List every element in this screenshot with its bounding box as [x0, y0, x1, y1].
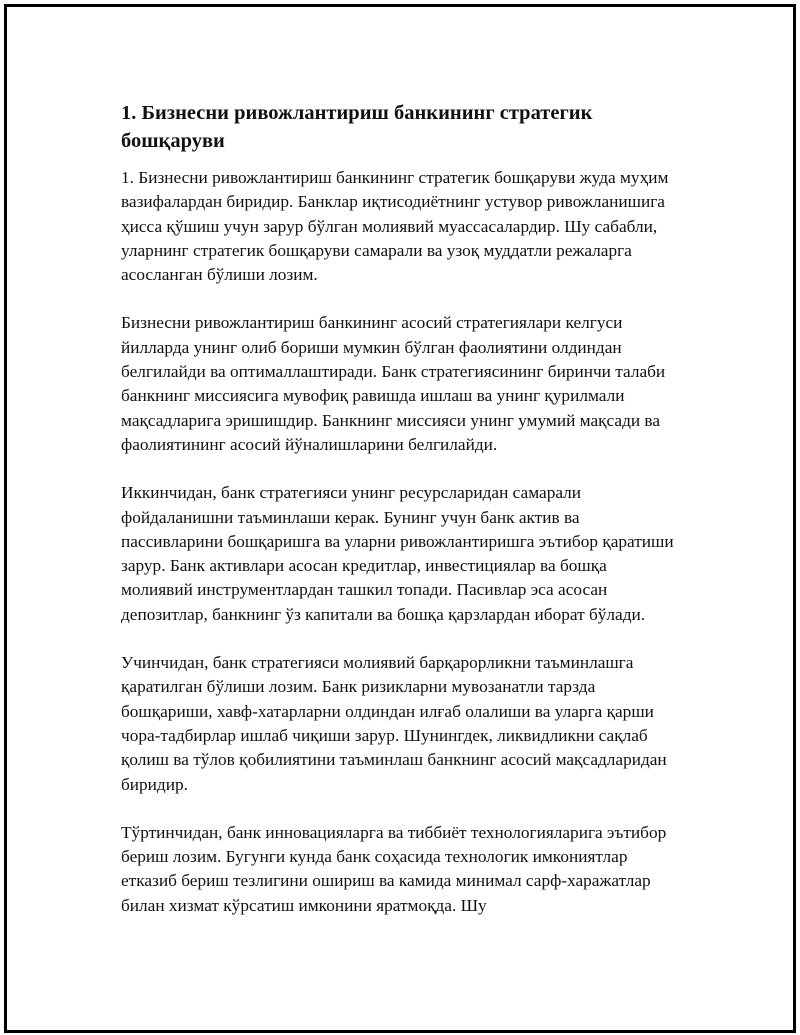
paragraph: Тўртинчидан, банк инновацияларга ва тиббиёт технологияларига эътибор бериш лозим. Бугунги кунда банк соҳасида технологик имкониятлар етказиб бериш тезлигини ошириш ва камида минимал сарф-харажатлар билан хизмат кўрсатиш имконини яратмоқда. Шу	[121, 822, 667, 915]
paragraph: Учинчидан, банк стратегияси молиявий барқарорликни таъминлашга қаратилган бўлиши лозим. Банк ризикларни мувозанатли тарзда бошқариши, хавф-хатарларни олдиндан илғаб олалиши ва уларга қарши чора-тадбирлар ишлаб чиқиши зарур. Шунингдек, ликвидликни сақлаб қолиш ва тўлов қобилиятини таъминлаш банкнинг асосий мақсадларидан биридир.	[121, 653, 667, 794]
paragraph: 1. Бизнесни ривожлантириш банкининг стратегик бошқаруви жуда муҳим вазифалардан биридир. Банклар иқтисодиётнинг устувор ривожланишига ҳисса қўшиш учун зарур бўлган молиявий муассасалардир. Шу сабабли, уларнинг стратегик бошқаруви самарали ва узоқ муддатли режаларга асосланган бўлиши лозим.	[121, 168, 669, 285]
document-content	[121, 99, 681, 942]
paragraph: Иккинчидан, банк стратегияси унинг ресурсларидан самарали фойдаланишни таъминлаши керак. Бунинг учун банк актив ва пассивларини бошқаришга ва уларни ривожлантиришга эътибор қаратиши зарур. Банк активлари асосан кредитлар, инвестициялар ва бошқа молиявий инструментлардан ташкил топади. Пасивлар эса асосан депозитлар, банкнинг ўз капитали ва бошқа қарзлардан иборат бўлади.	[121, 483, 674, 624]
section-heading: 1. Бизнесни ривожлантириш банкининг стратегик бошқаруви	[121, 102, 593, 152]
document-page	[4, 4, 796, 1033]
paragraph: Бизнесни ривожлантириш банкининг асосий стратегиялари келгуси йилларда унинг олиб бориши мумкин бўлган фаолиятини олдиндан белгилайди ва оптималлаштиради. Банк стратегиясининг биринчи талаби банкнинг миссиясига мувофиқ равишда ишлаш ва унинг қурилмали мақсадларига эришишдир. Банкнинг миссияси унинг умумий мақсади ва фаолиятининг асосий йўналишларини белгилайди.	[121, 313, 666, 454]
